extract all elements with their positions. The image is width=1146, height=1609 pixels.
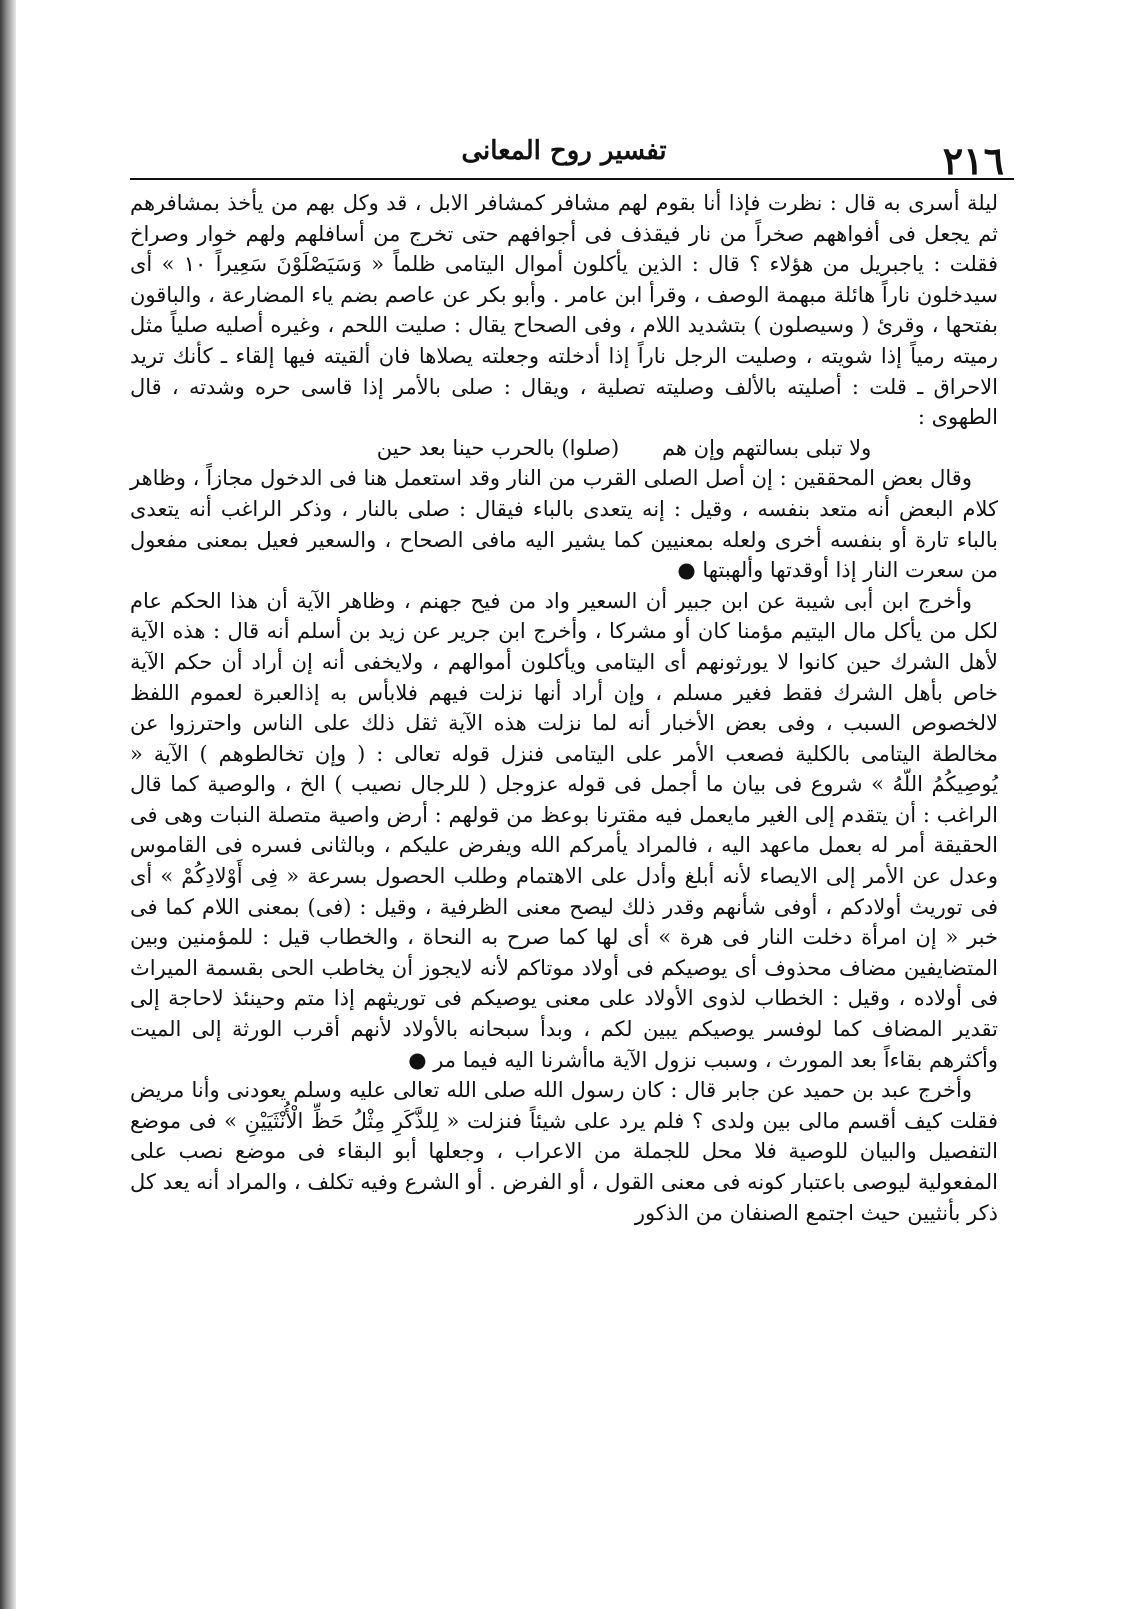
paragraph: وأخرج ابن أبى شيبة عن ابن جبير أن السعير واد من فيح جهنم ، وظاهر الآية أن هذا الحكم عام لكل من يأكل مال اليتيم مؤمنا كان أو مشركا ، وأخرج ابن جرير عن زيد بن أسلم أنه قال : هذه الآية لأهل الشرك حين كانوا لا يورثونهم أى اليتامى ويأكلون أموالهم ، ولايخفى أنه إن أراد أن حكم الآية خاص بأهل الشرك فقط فغير مسلم ، وإن أراد أنها نزلت فيهم فلابأس به إذالعبرة لعموم اللفظ لالخصوص السبب ، وفى بعض الأخبار أنه لما نزلت هذه الآية ثقل ذلك على الناس واحترزوا عن مخالطة اليتامى بالكلية فصعب الأمر على اليتامى فنزل قوله تعالى : ( وإن تخالطوهم ) الآية « يُوصِيكُمُ اللّهُ » شروع فى بيان ما أجمل فى قوله عزوجل ( للرجال نصيب ) الخ ، والوصية كما قال الراغب : أن يتقدم إلى الغير مايعمل فيه مقترنا بوعظ من قولهم : أرض واصية متصلة النبات وهى فى الحقيقة أمر له بعمل ماعهد اليه ، فالمراد يأمركم الله ويفرض عليكم ، وبالثانى فسره فى القاموس وعدل عن الأمر إلى الايصاء لأنه أبلغ وأدل على الاهتمام وطلب الحصول بسرعة « فِى أَوْلادِكُمْ » أى فى توريث أولادكم ، أوفى شأنهم وقدر ذلك ليصح معنى الظرفية ، وقيل : (فى) بمعنى اللام كما فى خبر « إن امرأة دخلت النار فى هرة » أى لها كما صرح به النحاة ، والخطاب قيل : للمؤمنين وبين المتضايفين مضاف محذوف أى يوصيكم فى أولاد موتاكم لأنه لايجوز أن يخاطب الحى بقسمة الميراث فى أولاده ، وقيل : الخطاب لذوى الأولاد على معنى يوصيكم فى توريثهم إذا متم وحينئذ لاحاجة إلى تقدير المضاف كما لوفسر يوصيكم يبين لكم ، وبدأ سبحانه بالأولاد لأنهم أقرب الورثة إلى الميت وأكثرهم بقاءاً بعد المورث ، وسبب نزول الآية ماأشرنا اليه فيما مر ● — [130, 588, 998, 1072]
header-rule — [130, 178, 1014, 180]
running-title: تفسير روح المعانى — [461, 136, 667, 166]
paragraph: وقال بعض المحققين : إن أصل الصلى القرب من النار وقد استعمل هنا فى الدخول مجازاً ، وظاهر كلام البعض أنه متعد بنفسه ، وقيل : إنه يتعدى بالباء فيقال : صلى بالنار ، وذكر الراغب أنه يتعدى بالباء تارة أو بنفسه أخرى ولعله بمعنيين كما يشير اليه مافى الصحاح ، والسعير فعيل بمعنى مفعول من سعرت النار إذا أوقدتها وألهبتها ● — [130, 466, 998, 583]
page-header — [130, 130, 1004, 188]
body-text — [130, 188, 998, 1228]
paragraph: ليلة أسرى به قال : نظرت فإذا أنا بقوم لهم مشافر كمشافر الابل ، قد وكل بهم من يأخذ بمشافرهم ثم يجعل فى أفواههم صخراً من نار فيقذف فى أجوافهم حتى تخرج من أسافلهم ولهم خوار وصراخ فقلت : ياجبريل من هؤلاء ؟ قال : الذين يأكلون أموال اليتامى ظلماً « وَسَيَصْلَوْنَ سَعِيراً ١٠ » أى سيدخلون ناراً هائلة مبهمة الوصف ، وقرأ ابن عامر . وأبو بكر عن عاصم بضم ياء المضارعة ، والباقون بفتحها ، وقرئ ( وسيصلون ) بتشديد اللام ، وفى الصحاح يقال : صليت اللحم ، وغيره أصليه صلياً مثل رميته رمياً إذا شويته ، وصليت الرجل ناراً إذا أدخلته وجعلته يصلاها فان ألقيته فيها إلقاء ـ كأنك تريد الاحراق ـ قلت : أصليته بالألف وصليته تصلية ، ويقال : صلى بالأمر إذا قاسى حره وشدته ، قال الطهوى : — [130, 191, 998, 430]
book-page — [130, 130, 1004, 1228]
verse-hemistich-1: ولا تبلى بسالتهم وإن هم — [661, 435, 872, 460]
scan-edge — [0, 0, 16, 1609]
page-number: ٢١٦ — [942, 138, 1004, 183]
poetry-verse — [130, 433, 998, 464]
verse-hemistich-2: (صلوا) بالحرب حينا بعد حين — [376, 435, 620, 460]
paragraph: وأخرج عبد بن حميد عن جابر قال : كان رسول الله صلى الله تعالى عليه وسلم يعودنى وأنا مريض فقلت كيف أقسم مالى بين ولدى ؟ فلم يرد على شيئاً فنزلت « لِلذَّكَرِ مِثْلُ حَظِّ الْأُنْثَيَيْنِ » فى موضع التفصيل والبيان للوصية فلا محل للجملة من الاعراب ، وجعلها أبو البقاء فى موضع نصب على المفعولية ليوصى باعتبار كونه فى معنى القول ، أو الفرض . أو الشرع وفيه تكلف ، والمراد أنه يعد كل ذكر بأنثيين حيث اجتمع الصنفان من الذكور — [130, 1078, 998, 1225]
